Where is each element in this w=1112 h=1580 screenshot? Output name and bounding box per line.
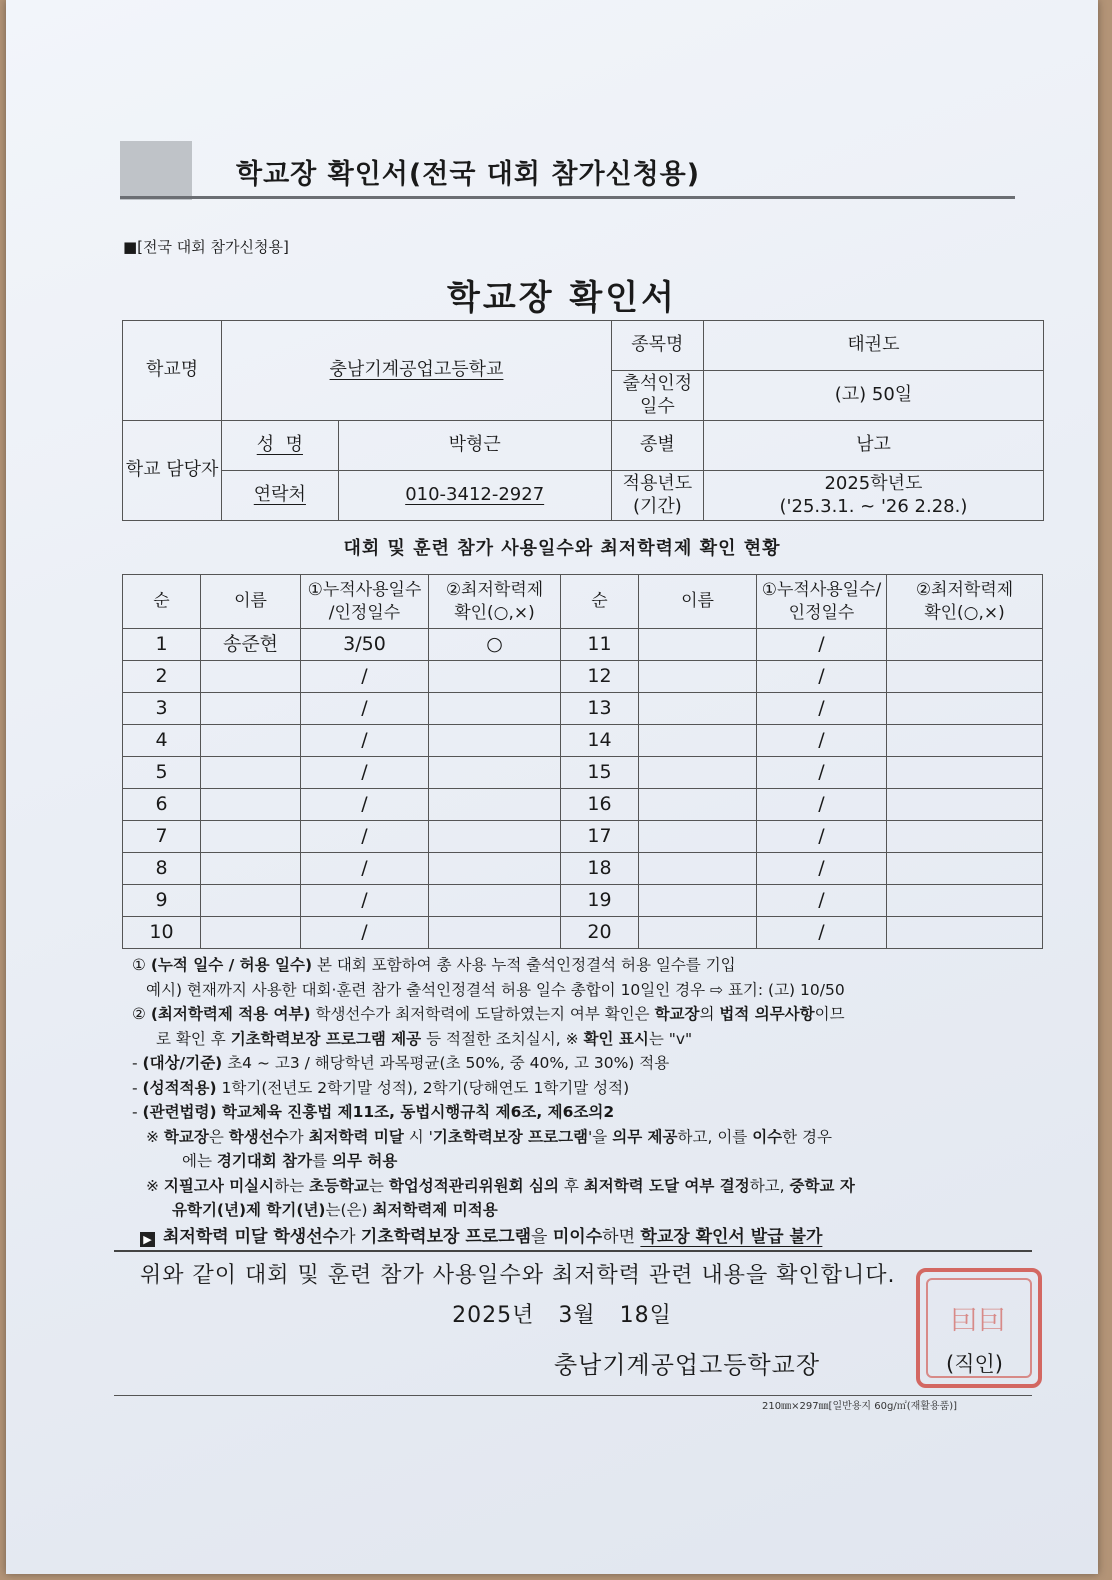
note-6-j: 하고, 이를 — [677, 1127, 753, 1146]
note-6-l2d: 의무 허용 — [332, 1152, 398, 1170]
note-7-l2a: 유학기(년)제 학기(년) — [172, 1201, 326, 1219]
row-days-2: / — [757, 693, 887, 725]
row-no: 5 — [123, 757, 201, 789]
name-value: 박형근 — [338, 421, 611, 471]
note-7-c: 초등학교 — [309, 1176, 369, 1195]
row-name — [201, 885, 301, 917]
note-6-e: 최저학력 미달 — [308, 1127, 404, 1146]
row-check — [429, 917, 561, 949]
note-7 — [132, 1174, 1032, 1199]
row-check — [429, 757, 561, 789]
row-days: / — [301, 693, 429, 725]
note-7-l2c: 최저학력제 미적용 — [372, 1201, 498, 1219]
row-no-2: 16 — [561, 789, 639, 821]
note-5-dash: - — [132, 1103, 143, 1121]
principal-name: 충남기계공업고등학교장 — [554, 1351, 821, 1379]
seal-label: (직인) — [946, 1352, 1003, 1376]
header-academic — [429, 575, 561, 629]
row-check — [429, 725, 561, 757]
final-note-g: 학교장 확인서 발급 불가 — [640, 1227, 823, 1247]
header-days — [301, 575, 429, 629]
row-no-2: 20 — [561, 917, 639, 949]
row-days: / — [301, 757, 429, 789]
row-days: / — [301, 661, 429, 693]
event-label: 종목명 — [611, 321, 703, 371]
attend-label: 출석인정 일수 — [611, 371, 703, 421]
note-2-l2e: 는 "v" — [648, 1029, 693, 1048]
table-row — [123, 789, 1043, 821]
row-days: / — [301, 789, 429, 821]
row-name-2 — [639, 821, 757, 853]
row-check-2 — [887, 821, 1043, 853]
note-2-l2d: 확인 표시 — [583, 1029, 649, 1048]
row-no: 2 — [123, 661, 201, 693]
row-check-2 — [887, 661, 1043, 693]
row-check-2 — [887, 885, 1043, 917]
name-label-cell — [222, 421, 338, 471]
notes-section — [132, 953, 1032, 1223]
note-6-l: 한 경우 — [782, 1127, 833, 1146]
table-body — [123, 629, 1043, 949]
header-academic2-line1: ②최저학력제 — [915, 579, 1014, 600]
paper-spec: 210㎜×297㎜[일반용지 60g/㎡(재활용품)] — [762, 1401, 958, 1412]
row-no: 8 — [123, 853, 201, 885]
row-check — [429, 789, 561, 821]
year-value: 2025학년도 — [824, 473, 923, 494]
header-divider — [120, 196, 1015, 199]
row-check — [429, 693, 561, 725]
note-2-bold: (최저학력제 적용 여부) — [150, 1005, 311, 1023]
table-row — [123, 757, 1043, 789]
row-no: 1 — [123, 629, 201, 661]
note-6-mark: ※ — [146, 1127, 164, 1146]
sub-label: ■[전국 대회 참가신청용] — [123, 238, 289, 256]
header-academic-line1: ②최저학력제 — [445, 579, 544, 600]
header-academic-2 — [887, 575, 1043, 629]
row-days: / — [301, 725, 429, 757]
phone-value-cell — [338, 471, 611, 521]
note-7-b: 하는 — [274, 1176, 310, 1195]
year-label: 적용년도 (기간) — [611, 471, 703, 521]
header-days-2 — [757, 575, 887, 629]
note-5-bold: (관련법령) 학교체육 진흥법 제11조, 동법시행규칙 제6조, 제6조의2 — [142, 1103, 615, 1121]
row-days-2: / — [757, 917, 887, 949]
note-2-text2: 의 — [699, 1005, 720, 1023]
row-days-2: / — [757, 661, 887, 693]
row-check — [429, 661, 561, 693]
school-name: 충남기계공업고등학교 — [329, 359, 504, 381]
row-days: 3/50 — [301, 629, 429, 661]
row-no: 9 — [123, 885, 201, 917]
row-no-2: 18 — [561, 853, 639, 885]
table-row — [123, 821, 1043, 853]
note-7-a: 지필고사 미실시 — [163, 1176, 275, 1195]
list-title: 대회 및 훈련 참가 사용일수와 최저학력제 확인 현황 — [343, 538, 781, 559]
note-6-k: 이수 — [752, 1127, 783, 1146]
note-2-l2c: 등 적절한 조치실시, ※ — [421, 1029, 584, 1048]
main-title: 학교장 확인서 — [447, 278, 677, 318]
table-header-row — [123, 575, 1043, 629]
phone-value: 010-3412-2927 — [405, 484, 545, 506]
final-note-a: 최저학력 미달 학생선수 — [163, 1227, 340, 1247]
note-6-l2b: 경기대회 참가 — [216, 1152, 313, 1170]
note-6-a: 학교장 — [163, 1127, 209, 1146]
row-no: 7 — [123, 821, 201, 853]
final-note-d: 을 — [531, 1227, 553, 1247]
document-page — [6, 0, 1098, 1574]
note-2-line2 — [132, 1027, 1032, 1052]
note-6-l2c: 를 — [312, 1152, 333, 1170]
row-check-2 — [887, 757, 1043, 789]
row-check — [429, 821, 561, 853]
note-2-b3: 법적 의무사항 — [719, 1005, 815, 1023]
row-check-2 — [887, 693, 1043, 725]
header-days2-line1: ①누적사용일수/ — [761, 579, 882, 600]
row-days-2: / — [757, 757, 887, 789]
row-check: ○ — [429, 629, 561, 661]
row-check-2 — [887, 853, 1043, 885]
note-5 — [132, 1100, 1032, 1125]
type-value: 남고 — [703, 421, 1043, 471]
table-row — [123, 917, 1043, 949]
row-days-2: / — [757, 789, 887, 821]
row-name-2 — [639, 917, 757, 949]
note-3-dash: - — [132, 1054, 143, 1072]
note-3 — [132, 1051, 1032, 1076]
header-days-line1: ①누적사용일수 — [307, 579, 422, 600]
note-1-text: 본 대회 포함하여 총 사용 누적 출석인정결석 허용 일수를 기입 — [312, 956, 736, 974]
note-1 — [132, 953, 1032, 978]
final-note-e: 미이수 — [552, 1227, 603, 1247]
row-name — [201, 821, 301, 853]
header-name: 이름 — [201, 575, 301, 629]
note-2-l2b: 기초학력보장 프로그램 제공 — [230, 1029, 422, 1048]
participant-table — [122, 574, 1043, 949]
event-value: 태권도 — [703, 321, 1043, 371]
row-name — [201, 661, 301, 693]
note-3-text: 초4 ~ 고3 / 해당학년 과목평균(초 50%, 중 40%, 고 30%) 적용 — [222, 1054, 670, 1072]
row-name-2 — [639, 757, 757, 789]
school-label: 학교명 — [123, 321, 222, 421]
row-name-2 — [639, 885, 757, 917]
note-7-line2 — [132, 1198, 1032, 1223]
row-no-2: 14 — [561, 725, 639, 757]
table-row — [123, 693, 1043, 725]
row-no-2: 15 — [561, 757, 639, 789]
note-6-d: 가 — [288, 1127, 309, 1146]
note-4-dash: - — [132, 1078, 143, 1097]
row-days: / — [301, 917, 429, 949]
note-3-bold: (대상/기준) — [142, 1054, 223, 1072]
confirm-text: 위와 같이 대회 및 훈련 참가 사용일수와 최저학력 관련 내용을 확인합니다. — [140, 1263, 896, 1288]
note-7-g: 최저학력 도달 여부 결정 — [583, 1176, 750, 1195]
note-4-bold: (성적적용) — [142, 1078, 217, 1097]
table-row — [123, 853, 1043, 885]
note-7-f: 후 — [558, 1176, 584, 1195]
table-row — [123, 661, 1043, 693]
note-2-mark: ② — [132, 1005, 146, 1023]
row-check-2 — [887, 789, 1043, 821]
row-no: 6 — [123, 789, 201, 821]
note-2 — [132, 1002, 1032, 1027]
row-name-2 — [639, 693, 757, 725]
note-6-b: 은 — [208, 1127, 229, 1146]
note-6-i: 의무 제공 — [612, 1127, 678, 1146]
row-name-2 — [639, 789, 757, 821]
row-check-2 — [887, 917, 1043, 949]
note-2-l2a: 로 확인 후 — [156, 1029, 231, 1048]
row-name-2 — [639, 661, 757, 693]
header-name-2: 이름 — [639, 575, 757, 629]
row-days-2: / — [757, 853, 887, 885]
row-name — [201, 725, 301, 757]
note-6-h: '을 — [588, 1127, 613, 1146]
table-row — [123, 629, 1043, 661]
row-days-2: / — [757, 821, 887, 853]
row-no-2: 13 — [561, 693, 639, 725]
note-7-d: 는 — [368, 1176, 389, 1195]
note-2-text1: 학생선수가 최저학력에 도달하였는지 여부 확인은 — [310, 1005, 655, 1023]
header-title: 학교장 확인서(전국 대회 참가신청용) — [236, 159, 701, 190]
row-name-2 — [639, 725, 757, 757]
table-row — [123, 885, 1043, 917]
row-days: / — [301, 853, 429, 885]
note-6 — [132, 1125, 1032, 1150]
header-no: 순 — [123, 575, 201, 629]
year-value-cell — [703, 471, 1043, 521]
final-note-f: 하면 — [602, 1227, 641, 1247]
header-gray-block — [120, 141, 192, 200]
note-7-i: 중학교 자 — [789, 1176, 855, 1195]
info-table — [122, 320, 1044, 521]
header-academic2-line2: 확인(○,×) — [924, 602, 1005, 623]
divider-1 — [114, 1250, 1032, 1252]
row-name — [201, 853, 301, 885]
header-days-line2: /인정일수 — [328, 602, 401, 623]
arrow-box-icon: ▶ — [140, 1232, 155, 1247]
name-label: 성 명 — [256, 434, 303, 456]
row-check-2 — [887, 725, 1043, 757]
row-days-2: / — [757, 725, 887, 757]
attend-value: (고) 50일 — [703, 371, 1043, 421]
contact-label: 학교 담당자 — [123, 421, 222, 521]
row-name — [201, 693, 301, 725]
row-days-2: / — [757, 885, 887, 917]
row-name — [201, 757, 301, 789]
row-check — [429, 853, 561, 885]
note-4-text: 1학기(전년도 2학기말 성적), 2학기(당해연도 1학기말 성적) — [216, 1078, 630, 1097]
row-no: 3 — [123, 693, 201, 725]
confirm-date: 2025년 3월 18일 — [452, 1303, 672, 1328]
note-6-g: 기초학력보장 프로그램 — [432, 1127, 589, 1146]
row-name — [201, 917, 301, 949]
note-7-l2b: 는(은) — [325, 1201, 373, 1219]
row-no-2: 19 — [561, 885, 639, 917]
note-2-text3: 이므 — [814, 1005, 845, 1023]
row-no-2: 17 — [561, 821, 639, 853]
row-no: 10 — [123, 917, 201, 949]
row-name-2 — [639, 629, 757, 661]
note-7-h: 하고, — [749, 1176, 790, 1195]
note-1-bold: (누적 일수 / 허용 일수) — [150, 956, 313, 974]
type-label: 종별 — [611, 421, 703, 471]
row-days: / — [301, 885, 429, 917]
note-7-e: 학업성적관리위원회 심의 — [388, 1176, 559, 1195]
row-days: / — [301, 821, 429, 853]
phone-label: 연락처 — [253, 484, 306, 506]
note-6-c: 학생선수 — [228, 1127, 289, 1146]
note-6-line2 — [132, 1149, 1032, 1174]
row-check — [429, 885, 561, 917]
row-name — [201, 789, 301, 821]
note-6-f: 시 ' — [403, 1127, 433, 1146]
final-note-b: 가 — [339, 1227, 361, 1247]
final-note-c: 기초학력보장 프로그램 — [360, 1227, 532, 1247]
note-4 — [132, 1076, 1032, 1101]
row-days-2: / — [757, 629, 887, 661]
seal-glyph: 囙囙 — [950, 1306, 1007, 1336]
school-value — [222, 321, 612, 421]
note-7-mark: ※ — [146, 1176, 164, 1195]
year-period: ('25.3.1. ~ '26 2.28.) — [779, 495, 968, 517]
note-2-b2: 학교장 — [654, 1005, 700, 1023]
divider-2 — [114, 1395, 1032, 1396]
row-no: 4 — [123, 725, 201, 757]
phone-label-cell — [222, 471, 338, 521]
row-no-2: 11 — [561, 629, 639, 661]
table-row — [123, 725, 1043, 757]
row-check-2 — [887, 629, 1043, 661]
row-name: 송준현 — [201, 629, 301, 661]
note-1-mark: ① — [132, 956, 146, 974]
header-days2-line2: 인정일수 — [788, 602, 855, 623]
note-1-example: 예시) 현재까지 사용한 대회·훈련 참가 출석인정결석 허용 일수 총합이 10일인 경우 ⇨ 표기: (고) 10/50 — [146, 980, 845, 999]
header-academic-line2: 확인(○,×) — [454, 602, 535, 623]
header-no-2: 순 — [561, 575, 639, 629]
row-no-2: 12 — [561, 661, 639, 693]
row-name-2 — [639, 853, 757, 885]
note-6-l2a: 에는 — [182, 1152, 217, 1170]
final-note — [140, 1222, 822, 1247]
